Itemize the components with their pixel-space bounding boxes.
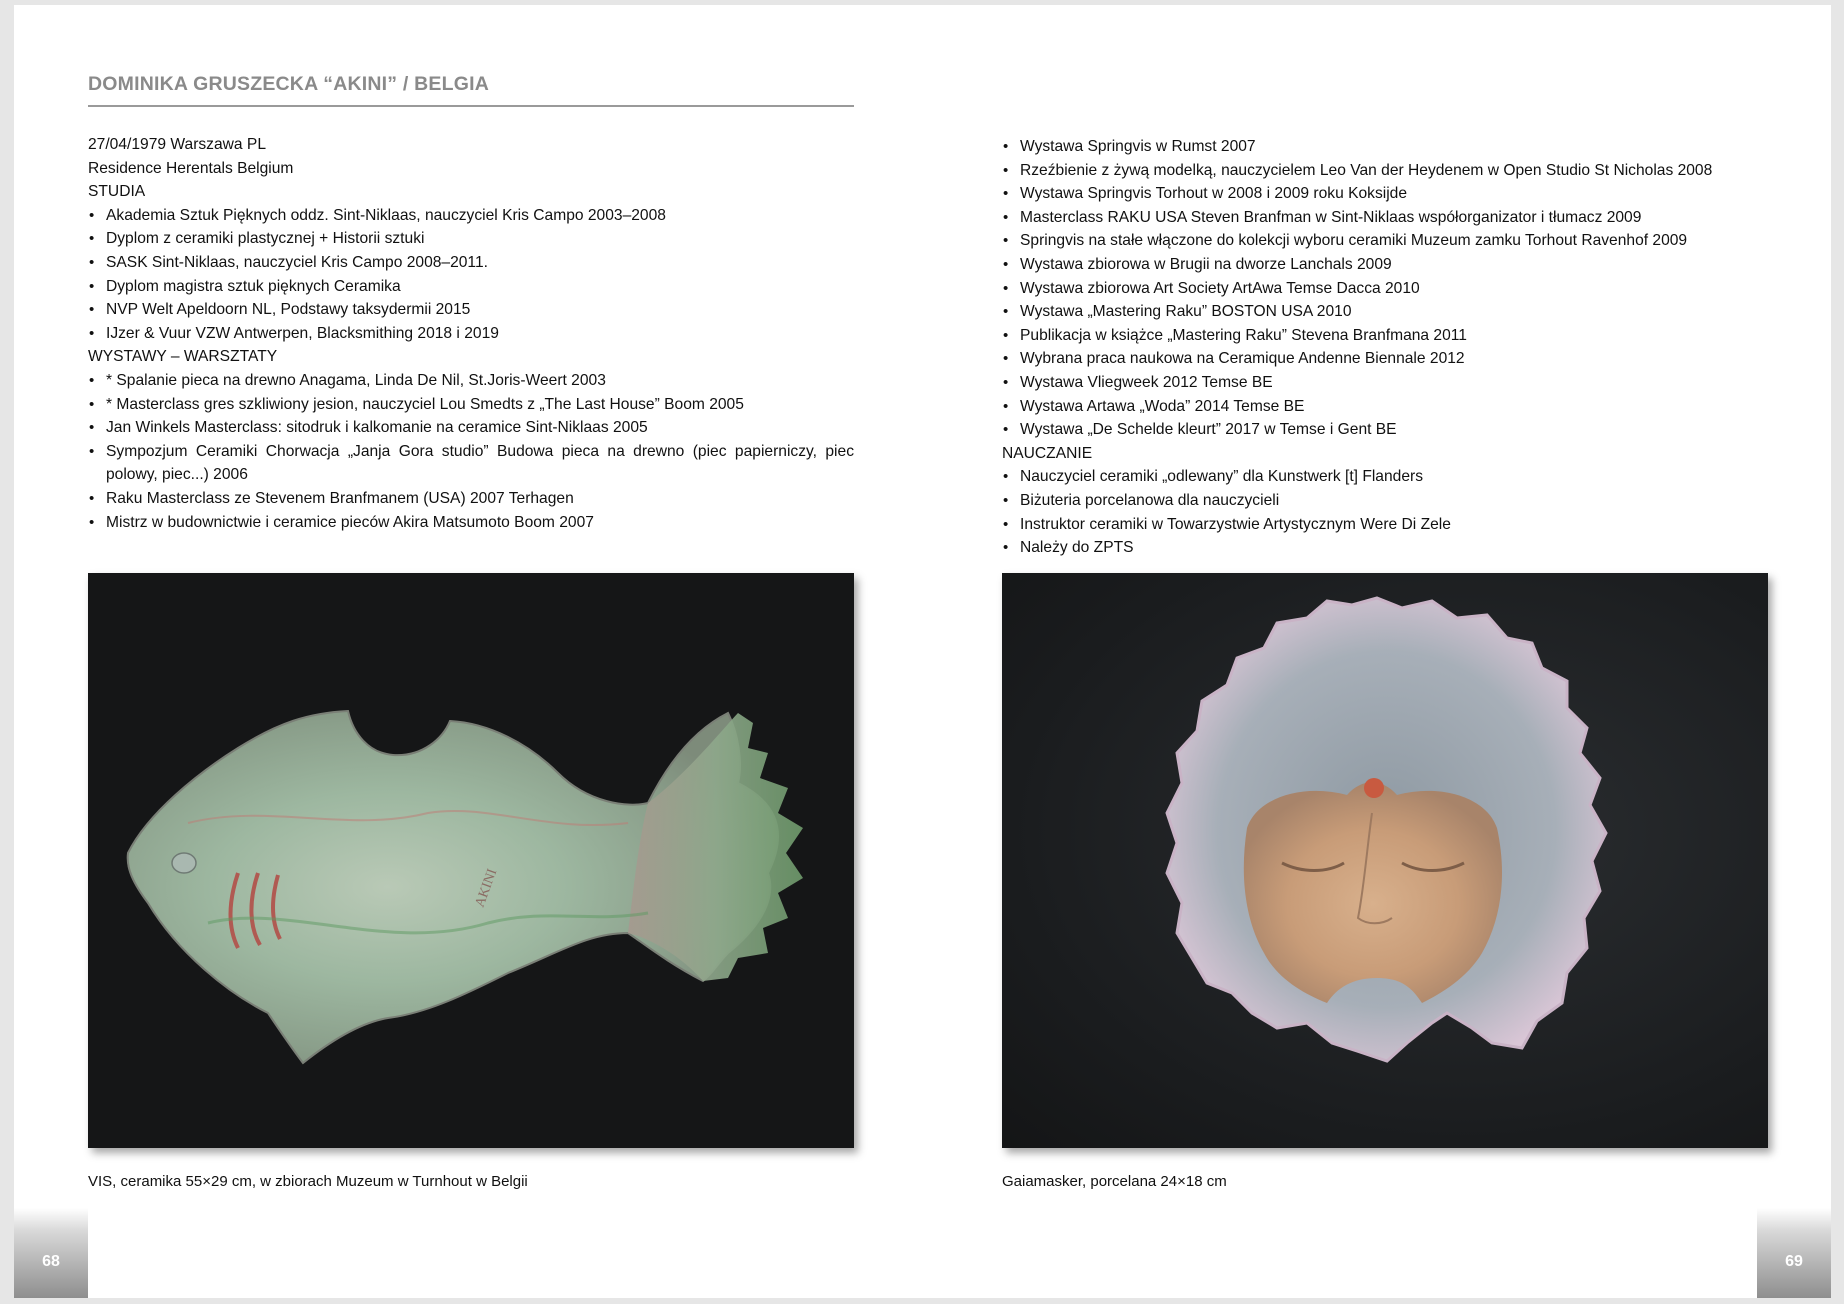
face-mask-image <box>1002 573 1768 1148</box>
list-item: • Akademia Sztuk Pięknych oddz. Sint-Niklaas, nauczyciel Kris Campo 2003–2008 <box>88 204 854 228</box>
list-item: • Sympozjum Ceramiki Chorwacja „Janja Gora studio” Budowa pieca na drewno (piec papierniczy, piec polowy, piec...) 2006 <box>88 440 854 487</box>
list-item: • Dyplom z ceramiki plastycznej + Historii sztuki <box>88 227 854 251</box>
wystawy-heading: WYSTAWY – WARSZTATY <box>88 348 278 366</box>
list-item: • Raku Masterclass ze Stevenem Branfmanem (USA) 2007 Terhagen <box>88 487 854 511</box>
page-title: DOMINIKA GRUSZECKA “AKINI” / BELGIA <box>88 73 854 107</box>
list-item: • Wystawa Springvis Torhout w 2008 i 2009 roku Koksijde <box>1002 182 1768 206</box>
studia-list <box>88 204 854 346</box>
list-item: • Wystawa zbiorowa Art Society ArtAwa Temse Dacca 2010 <box>1002 277 1768 301</box>
list-item: • Wybrana praca naukowa na Ceramique Andenne Biennale 2012 <box>1002 347 1768 371</box>
list-item: • Nauczyciel ceramiki „odlewany” dla Kunstwerk [t] Flanders <box>1002 465 1768 489</box>
svg-text:AKINI: AKINI <box>472 866 501 910</box>
fish-sculpture-photo <box>88 573 854 1148</box>
book-spread <box>14 5 1831 1298</box>
list-item: • Wystawa „De Schelde kleurt” 2017 w Temse i Gent BE <box>1002 418 1768 442</box>
fish-photo-caption: VIS, ceramika 55×29 cm, w zbiorach Muzeum w Turnhout w Belgii <box>88 1173 528 1190</box>
residence-line: Residence Herentals Belgium <box>88 159 294 177</box>
nauczanie-heading: NAUCZANIE <box>1002 444 1093 462</box>
wystawy-list <box>88 369 854 534</box>
list-item: • Wystawa Artawa „Woda” 2014 Temse BE <box>1002 395 1768 419</box>
page-number-right: 69 <box>1757 1208 1831 1298</box>
face-mask-sculpture-photo <box>1002 573 1768 1148</box>
list-item: • * Masterclass gres szkliwiony jesion, nauczyciel Lou Smedts z „The Last House” Boom 2005 <box>88 393 854 417</box>
list-item: • Biżuteria porcelanowa dla nauczycieli <box>1002 489 1768 513</box>
mask-photo-caption: Gaiamasker, porcelana 24×18 cm <box>1002 1173 1227 1190</box>
list-item: • Wystawa zbiorowa w Brugii na dworze Lanchals 2009 <box>1002 253 1768 277</box>
list-item: • Należy do ZPTS <box>1002 536 1768 560</box>
list-item: • Instruktor ceramiki w Towarzystwie Artystycznym Were Di Zele <box>1002 513 1768 537</box>
wystawy-continued-list <box>1002 135 1768 442</box>
studia-heading: STUDIA <box>88 183 146 201</box>
list-item: • Dyplom magistra sztuk pięknych Ceramika <box>88 275 854 299</box>
list-item: • Jan Winkels Masterclass: sitodruk i kalkomanie na ceramice Sint-Niklaas 2005 <box>88 416 854 440</box>
list-item: • Publikacja w książce „Mastering Raku” Stevena Branfmana 2011 <box>1002 324 1768 348</box>
list-item: • NVP Welt Apeldoorn NL, Podstawy taksydermii 2015 <box>88 298 854 322</box>
birth-line: 27/04/1979 Warszawa PL <box>88 136 266 153</box>
fish-sculpture-image <box>88 573 854 1148</box>
list-item: • * Spalanie pieca na drewno Anagama, Linda De Nil, St.Joris-Weert 2003 <box>88 369 854 393</box>
list-item: • Mistrz w budownictwie i ceramice pieców Akira Matsumoto Boom 2007 <box>88 511 854 535</box>
nauczanie-list <box>1002 465 1768 559</box>
right-text-column <box>1002 135 1768 560</box>
page-number-left: 68 <box>14 1208 88 1298</box>
list-item: • Wystawa „Mastering Raku” BOSTON USA 2010 <box>1002 300 1768 324</box>
list-item: • Springvis na stałe włączone do kolekcji wyboru ceramiki Muzeum zamku Torhout Ravenhof 2009 <box>1002 229 1768 253</box>
list-item: • Masterclass RAKU USA Steven Branfman w Sint-Niklaas współorganizator i tłumacz 2009 <box>1002 206 1768 230</box>
list-item: • Wystawa Vliegweek 2012 Temse BE <box>1002 371 1768 395</box>
list-item: • IJzer & Vuur VZW Antwerpen, Blacksmithing 2018 i 2019 <box>88 322 854 346</box>
list-item: • Rzeźbienie z żywą modelką, nauczycielem Leo Van der Heydenem w Open Studio St Nicholas 2008 <box>1002 159 1768 183</box>
left-text-column <box>88 133 854 534</box>
list-item: • SASK Sint-Niklaas, nauczyciel Kris Campo 2008–2011. <box>88 251 854 275</box>
list-item: • Wystawa Springvis w Rumst 2007 <box>1002 135 1768 159</box>
